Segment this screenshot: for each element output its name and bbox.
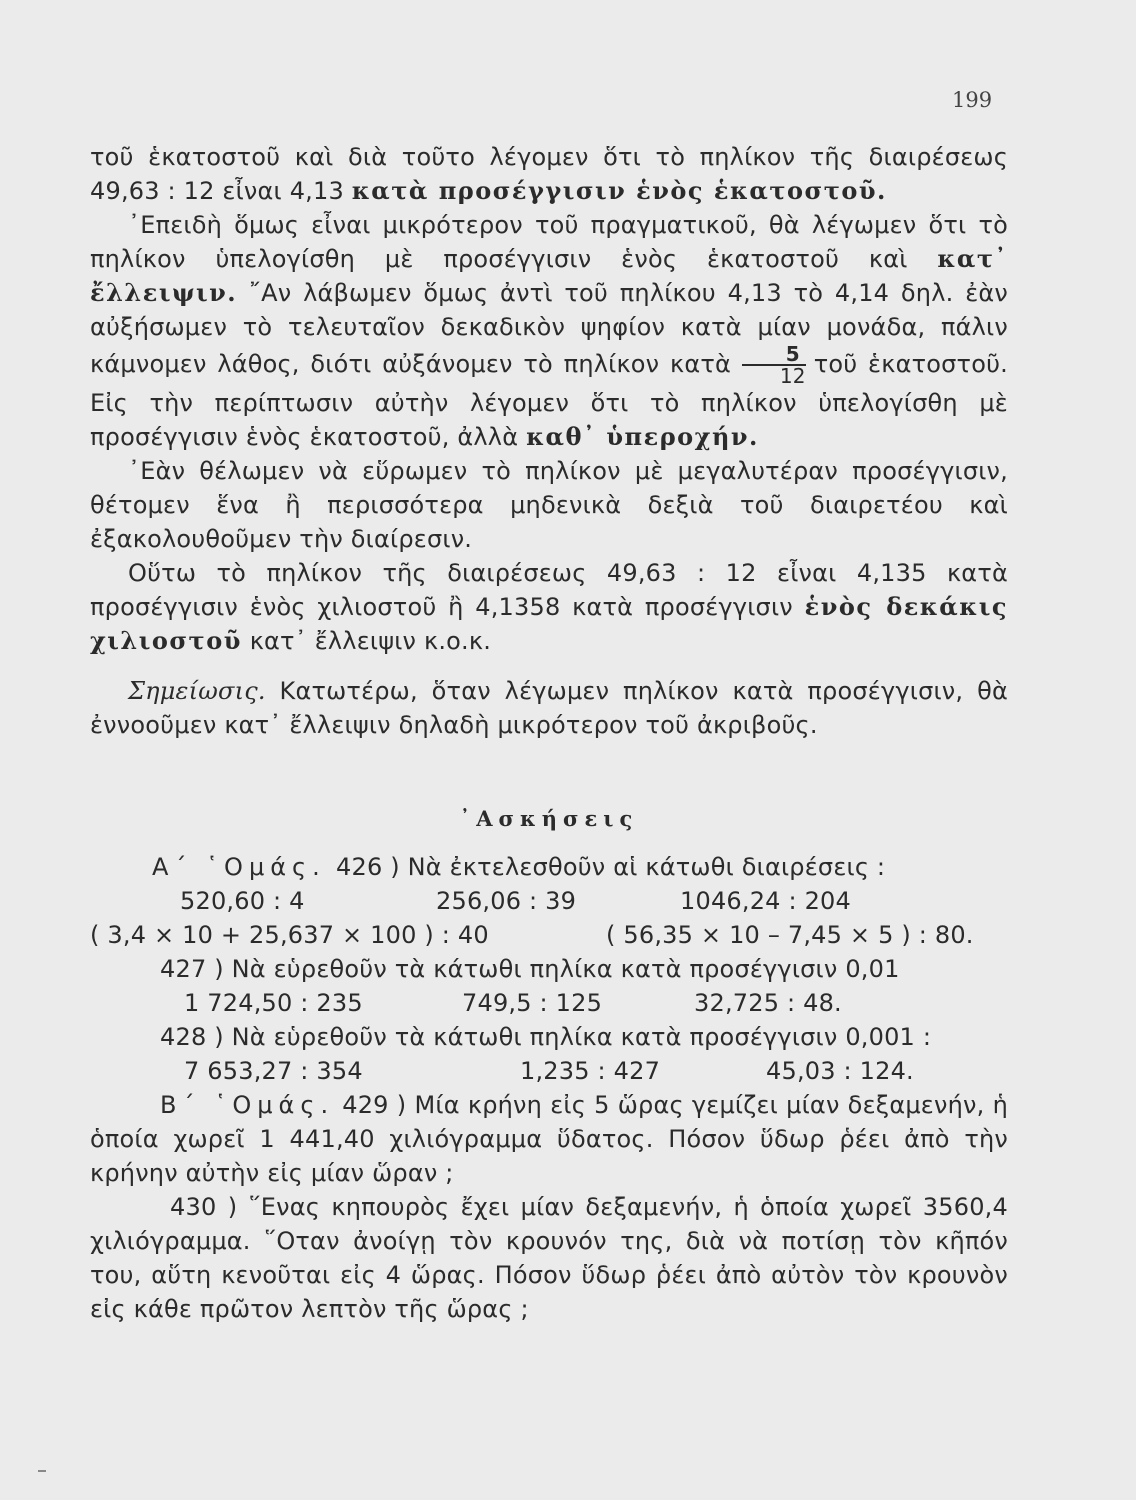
page-body [90,140,1008,1326]
paragraph-4-text: Οὕτω τὸ πηλίκον τῆς διαιρέσεως 49,63 : 12 εἶναι 4,135 κατὰ προσέγγισιν ἑνὸς χιλιοστοῦ ἢ 4,1358 κατὰ προσέγγισιν [90,559,1008,621]
paragraph-3: ᾿Εὰν θέλωμεν νὰ εὕρωμεν τὸ πηλίκον μὲ μεγαλυτέραν προσέγγισιν, θέτομεν ἕνα ἢ περισσότερα μηδενικὰ δεξιὰ τοῦ διαιρετέου καὶ ἐξακολουθοῦμεν τὴν διαίρεσιν. [90,457,1008,553]
fraction [742,344,806,386]
paragraph-1-text: τοῦ ἑκατοστοῦ καὶ διὰ τοῦτο λέγομεν ὅτι τὸ πηλίκον τῆς διαιρέσεως 49,63 : 12 εἶναι 4,13 [90,143,1008,205]
exercises-group-a [90,850,1008,1088]
exercise-428-row [90,1020,1008,1054]
exercise-428-item: 1,235 : 427 [520,1057,661,1085]
exercise-426-items [90,884,1008,918]
paragraph-4-bold: ἑνὸς δεκάκις χιλιοστοῦ [90,592,1008,655]
note-label: Σημείωσις. [128,677,266,705]
exercise-426-item: 520,60 : 4 [180,887,305,915]
exercise-426-item: 256,06 : 39 [436,887,577,915]
exercise-426-long-item: ( 3,4 × 10 + 25,637 × 100 ) : 40 [90,921,489,949]
scan-mark [38,1470,46,1472]
note-text: Κατωτέρω, ὅταν λέγωμεν πηλίκον κατὰ προσέγγισιν, θὰ ἐννοοῦμεν κατ᾿ ἔλλειψιν δηλαδὴ μικρότερον τοῦ ἀκριβοῦς. [90,677,1008,739]
paragraph-2-bold-a: κατ᾿ ἔλλειψιν. [90,244,1008,307]
exercises-group-b [90,1088,1008,1326]
exercise-429 [90,1088,1008,1190]
exercise-430: 430 ) ῞Ενας κηπουρὸς ἔχει μίαν δεξαμενήν, ἡ ὁποία χωρεῖ 3560,4 χιλιόγραμμα. ῞Οταν ἀνοίγῃ τὸν κρουνόν της, διὰ νὰ ποτίσῃ τὸν κῆπόν του, αὕτη κενοῦται εἰς 4 ὥρας. Πόσον ὕδωρ ῥέει ἀπὸ αὐτὸν τὸν κρουνὸν εἰς κάθε πρῶτον λεπτὸν τῆς ὥρας ; [90,1193,1008,1323]
exercise-427-items [90,986,1008,1020]
exercises-heading: ᾿Ασκήσεις [459,806,639,831]
paragraph-2-text-c: τοῦ ἑκατοστοῦ. Εἰς τὴν περίπτωσιν αὐτὴν λέγομεν ὅτι τὸ πηλίκον ὑπελογίσθη μὲ προσέγγισιν ἑνὸς ἑκατοστοῦ, ἀλλὰ [90,350,1008,451]
paragraph-2 [90,208,1008,454]
exercise-427-row [90,952,1008,986]
exercise-427-item: 32,725 : 48. [694,989,842,1017]
page-number: 199 [952,88,993,112]
exercise-426-text: 426 ) Νὰ ἐκτελεσθοῦν αἱ κάτωθι διαιρέσεις : [336,853,886,881]
group-b-label: Β΄ ῾Ομάς. [160,1091,335,1119]
exercise-428-items [90,1054,1008,1088]
exercise-426-long-item: ( 56,35 × 10 – 7,45 × 5 ) : 80. [606,921,974,949]
paragraph-2-text-a: ᾿Επειδὴ ὅμως εἶναι μικρότερον τοῦ πραγματικοῦ, θὰ λέγωμεν ὅτι τὸ πηλίκον ὑπελογίσθη μὲ προσέγγισιν ἑνὸς ἑκατοστοῦ καὶ [90,211,1008,273]
exercise-428-item: 7 653,27 : 354 [184,1057,363,1085]
paragraph-4 [90,556,1008,658]
paragraph-2-bold-b: καθ᾿ ὑπεροχήν. [526,422,759,451]
fraction-denominator: 12 [779,364,806,388]
exercise-428-text: 428 ) Νὰ εὑρεθοῦν τὰ κάτωθι πηλίκα κατὰ προσέγγισιν 0,001 : [160,1023,932,1051]
paragraph-4-tail: κατ᾿ ἔλλειψιν κ.ο.κ. [241,627,492,655]
paragraph-1 [90,140,1008,208]
exercise-426-row [90,850,1008,884]
group-a-label: Α΄ ῾Ομάς. [152,853,326,881]
paragraph-2-text-b: ῎Αν λάβωμεν ὅμως ἀντὶ τοῦ πηλίκου 4,13 τὸ 4,14 δηλ. ἐὰν αὐξήσωμεν τὸ τελευταῖον δεκαδικὸν ψηφίον κατὰ μίαν μονάδα, πάλιν κάμνομεν λάθος, διότι αὐξάνομεν τὸ πηλίκον κατὰ [90,279,1008,378]
exercise-427-item: 749,5 : 125 [462,989,603,1017]
note-paragraph [90,674,1008,742]
exercise-428-item: 45,03 : 124. [766,1057,914,1085]
exercise-427-text: 427 ) Νὰ εὑρεθοῦν τὰ κάτωθι πηλίκα κατὰ προσέγγισιν 0,01 [160,955,900,983]
exercise-427-item: 1 724,50 : 235 [184,989,363,1017]
exercise-429-text: 429 ) Μία κρήνη εἰς 5 ὥρας γεμίζει μίαν δεξαμενήν, ἡ ὁποία χωρεῖ 1 441,40 χιλιόγραμμα ὕδατος. Πόσον ὕδωρ ῥέει ἀπὸ τὴν κρήνην αὐτὴν εἰς μίαν ὥραν ; [90,1091,1008,1187]
exercise-426-long-items [90,918,1008,952]
paragraph-1-bold: κατὰ προσέγγισιν ἑνὸς ἑκατοστοῦ. [351,176,887,205]
fraction-numerator: 5 [742,344,806,366]
exercise-426-item: 1046,24 : 204 [680,887,851,915]
